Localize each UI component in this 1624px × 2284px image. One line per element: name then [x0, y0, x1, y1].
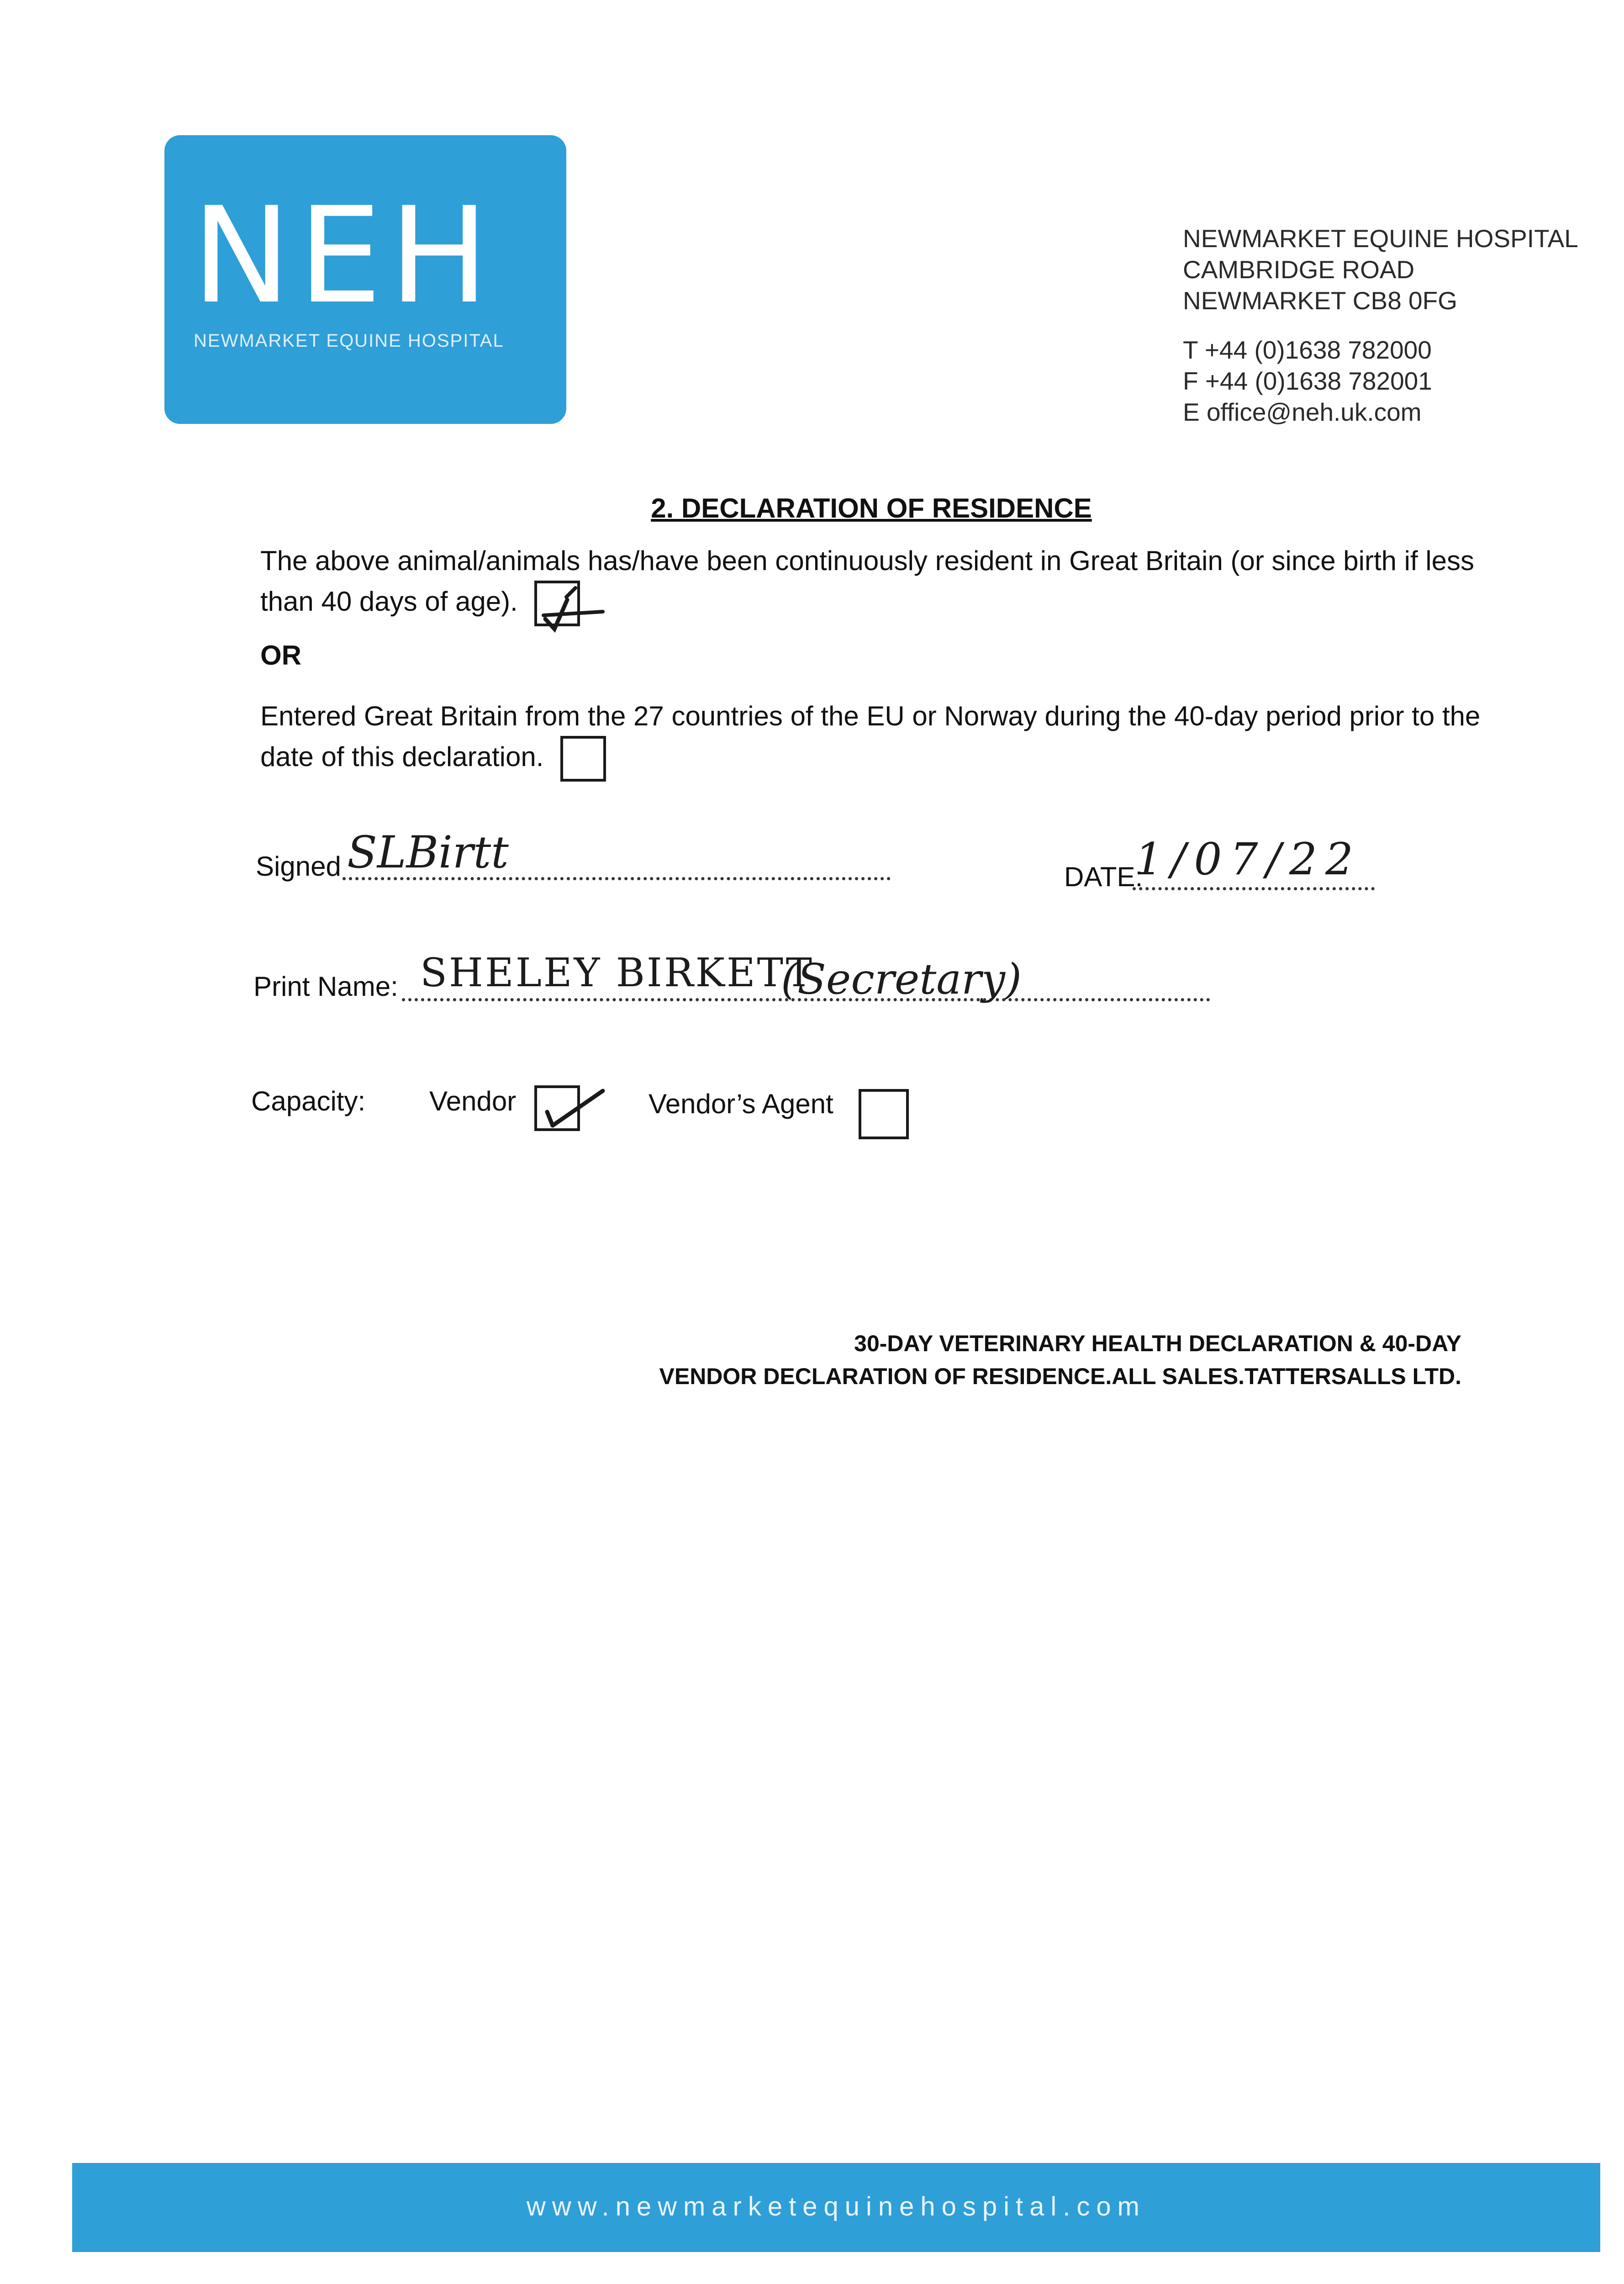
address-block — [1183, 223, 1594, 428]
print-name-label: Print Name: — [253, 971, 398, 1002]
date-label: DATE: — [1064, 862, 1143, 892]
option-1-text: The above animal/animals has/have been continuously resident in Great Britain (or since birth if less than 40 days of age). — [260, 545, 1475, 617]
capacity-label: Capacity: — [251, 1086, 366, 1116]
hospital-logo — [164, 135, 566, 424]
option-2-checkbox[interactable] — [560, 736, 606, 782]
print-name-value[interactable]: SHELEY BIRKETT — [420, 950, 814, 996]
website-url[interactable]: www.newmarketequinehospital.com — [527, 2192, 1146, 2221]
address-line: NEWMARKET CB8 0FG — [1183, 286, 1458, 315]
option-2-text: Entered Great Britain from the 27 countries of the EU or Norway during the 40-day period prior to the date of this declaration. — [260, 701, 1481, 772]
date-value[interactable]: 1/07/22 — [1135, 834, 1362, 885]
or-label: OR — [260, 640, 301, 671]
section-title: 2. DECLARATION OF RESIDENCE — [651, 493, 1092, 523]
vendor-label: Vendor — [429, 1086, 517, 1116]
date-line — [1133, 887, 1375, 890]
signature[interactable]: SLBirtt — [347, 827, 509, 878]
form-reference-line: VENDOR DECLARATION OF RESIDENCE.ALL SALES.TATTERSALLS LTD. — [659, 1364, 1461, 1389]
logo-subtitle: NEWMARKET EQUINE HOSPITAL — [194, 331, 504, 351]
residence-option-2 — [260, 697, 1493, 782]
signed-label: Signed — [256, 851, 341, 882]
fax-number: F +44 (0)1638 782001 — [1183, 367, 1432, 395]
vendor-checkbox[interactable] — [534, 1085, 580, 1131]
address-line: NEWMARKET EQUINE HOSPITAL — [1183, 224, 1578, 253]
logo-mark: NEH — [192, 179, 496, 333]
phone-number: T +44 (0)1638 782000 — [1183, 336, 1432, 364]
website-bar — [72, 2163, 1600, 2252]
form-reference — [548, 1327, 1461, 1393]
email-address: E office@neh.uk.com — [1183, 398, 1422, 426]
checkmark-icon — [534, 1074, 617, 1143]
checkmark-icon — [534, 570, 617, 638]
option-1-checkbox[interactable] — [534, 581, 580, 626]
form-reference-line: 30-DAY VETERINARY HEALTH DECLARATION & 40-DAY — [854, 1331, 1461, 1356]
agent-checkbox[interactable] — [859, 1089, 909, 1139]
print-name-note[interactable]: (Secretary) — [781, 955, 1022, 1004]
residence-option-1 — [260, 541, 1493, 626]
agent-label: Vendor’s Agent — [649, 1089, 833, 1119]
address-line: CAMBRIDGE ROAD — [1183, 255, 1415, 284]
